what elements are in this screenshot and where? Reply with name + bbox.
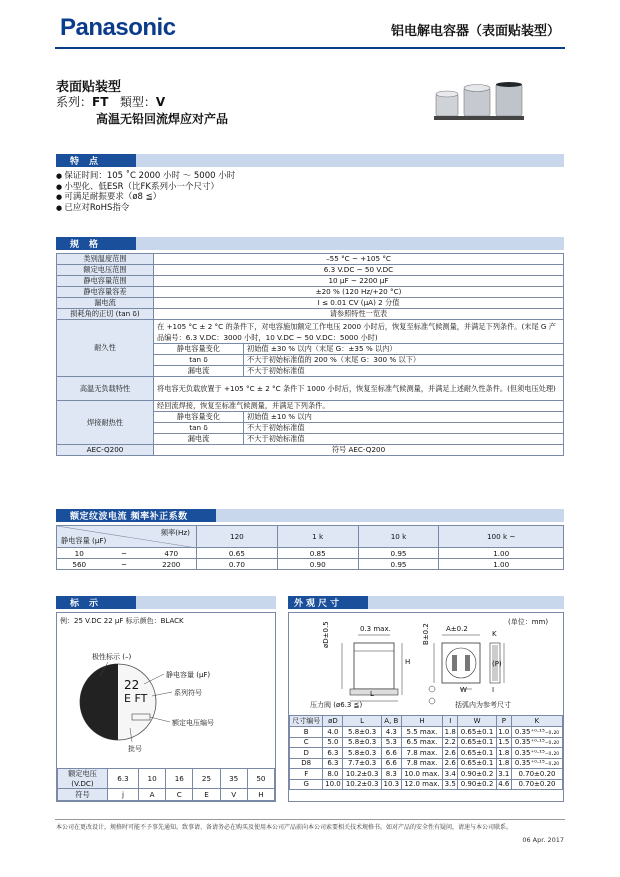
dim-label-k: K [492, 630, 497, 638]
product-photo [434, 82, 524, 124]
table-row: tan δ 不大于初始标准值 [57, 423, 564, 434]
table-row: 符号 j A C E V H [58, 789, 275, 801]
type-value: V [155, 95, 166, 109]
dim-cell: 0.65±0.1 [458, 737, 496, 748]
unit-label: (单位：mm) [508, 618, 549, 626]
dim-cell: 10.2±0.3 [343, 769, 381, 780]
dim-cell: 3.1 [496, 769, 511, 780]
dim-cell: C [290, 737, 323, 748]
dim-header-cell: A, B [381, 716, 401, 727]
list-item: ● 可满足耐振要求（ø8 ≦） [56, 192, 235, 203]
dim-cell: 0.65±0.1 [458, 727, 496, 738]
table-row: 静电容量范围 10 µF ~ 2200 µF [57, 276, 564, 287]
list-item: ● 小型化、低ESR（比FK系列小一个尺寸） [56, 182, 235, 193]
table-row: 560 ~ 2200 0.70 0.90 0.95 1.00 [57, 559, 564, 570]
dim-cell: 10.0 [323, 779, 343, 790]
document-title: 铝电解电容器（表面贴装型） [390, 24, 560, 39]
dim-cell: 6.3 [323, 758, 343, 769]
dim-cell: 0.65±0.1 [458, 748, 496, 759]
dim-cell: 5.0 [323, 737, 343, 748]
table-row: 耐久性 在 +105 °C ± 2 °C 的条件下，对电容施加额定工作电压 2000 小时后，恢复至标准气候测量，并满足下列条件。(末尾 G 产品编号：6.3 V.DC：3000 小时，10 V.DC ~ 50 V.DC：5000 小时) [57, 320, 564, 344]
dim-label-a: A±0.2 [446, 625, 468, 633]
table-row: 静电容量变化 初始值 ±10 % 以内 [57, 412, 564, 423]
dim-cell: D [290, 748, 323, 759]
dim-label-l: L [370, 690, 374, 698]
dim-cell: G [290, 779, 323, 790]
specs-heading: 规格 [56, 237, 564, 250]
dim-label-b: B±0.2 [422, 623, 430, 645]
dim-cell: 6.5 max. [401, 737, 442, 748]
voltage-code-table [57, 768, 275, 801]
dim-cell: 0.90±0.2 [458, 779, 496, 790]
table-row: 类别温度范围 –55 °C ~ +105 °C [57, 254, 564, 265]
dim-cell: B [290, 727, 323, 738]
ripple-heading: 额定纹波电流 频率补正系数 [56, 509, 564, 522]
features-list [56, 171, 235, 213]
dim-cell: 5.8±0.3 [343, 737, 381, 748]
brand-logo: Panasonic [60, 14, 176, 41]
freq-label: 频率(Hz) [160, 528, 190, 537]
dim-cell: 8.0 [323, 769, 343, 780]
table-row: tan δ 不大于初始标准值的 200 %（末尾 G：300 % 以下） [57, 355, 564, 366]
dim-cell: 3.4 [443, 769, 458, 780]
dim-cell: 6.3 [323, 748, 343, 759]
dim-cell: 10.3 [381, 779, 401, 790]
dim-cell: D8 [290, 758, 323, 769]
dim-cell: 0.35⁺⁰·¹⁵₋₀.₂₀ [511, 758, 562, 769]
dim-cell: 0.70±0.20 [511, 769, 562, 780]
dim-cell: 7.7±0.3 [343, 758, 381, 769]
dim-header-cell: øD [323, 716, 343, 727]
dim-cell: 4.3 [381, 727, 401, 738]
dim-cell: 0.65±0.1 [458, 758, 496, 769]
dim-header-cell: I [443, 716, 458, 727]
dim-header-cell: K [511, 716, 562, 727]
table-row: AEC-Q200 符号 AEC-Q200 [57, 445, 564, 456]
label-capacitance: 静电容量 (µF) [166, 671, 211, 679]
dim-cell: 8.3 [381, 769, 401, 780]
table-row: 静电容量变化 初始值 ±30 % 以内（末尾 G：±35 % 以内） [57, 344, 564, 355]
footer-notice: 本公司在更改设计，规格时可能不予事先通知。致事请、备请务必在购买及使用本公司产品前向本公司索要相关技术规格书。如对产品的安全性有疑问，请速与本公司联系。 [56, 824, 513, 831]
label-series-symbol: 系列符号 [174, 689, 202, 697]
table-row: 漏电流 不大于初始标准值 [57, 366, 564, 377]
footer-rule [55, 819, 565, 820]
table-row: 漏电流 I ≤ 0.01 CV (µA) 2 分值 [57, 298, 564, 309]
table-row: 静电容量容差 ±20 % (120 Hz/+20 °C) [57, 287, 564, 298]
table-row: 10 ~ 470 0.65 0.85 0.95 1.00 [57, 548, 564, 559]
dim-cell: 5.8±0.3 [343, 748, 381, 759]
table-row [290, 769, 563, 780]
dim-cell: 5.3 [381, 737, 401, 748]
dim-label-w: W [460, 686, 467, 694]
table-row [290, 716, 563, 727]
dim-cell: 7.8 max. [401, 748, 442, 759]
dim-cell: 2.2 [443, 737, 458, 748]
table-row [290, 727, 563, 738]
dim-header-cell: L [343, 716, 381, 727]
table-row: 损耗角的正切 (tan δ) 请参照特性一览表 [57, 309, 564, 320]
dim-label-p: (P) [492, 660, 502, 668]
dim-cell: 4.0 [323, 727, 343, 738]
dim-cell: 1.5 [496, 737, 511, 748]
dim-cell: 1.0 [496, 727, 511, 738]
dim-cell: 5.5 max. [401, 727, 442, 738]
table-row: 焊接耐热性 经回流焊接，恢复至标准气候测量，并满足下列条件。 [57, 401, 564, 412]
page-number: 06 Apr. 2017 [522, 836, 564, 844]
dim-label-i: I [492, 686, 495, 694]
dim-cell: 6.6 [381, 748, 401, 759]
dim-cell: 2.6 [443, 758, 458, 769]
table-row: 漏电流 不大于初始标准值 [57, 434, 564, 445]
dimension-table [289, 715, 563, 790]
ripple-table [56, 525, 564, 570]
list-item: ● 已应对RoHS指令 [56, 203, 235, 214]
dim-cell: 0.90±0.2 [458, 769, 496, 780]
list-item: ● 保证时间：105 ˚C 2000 小时 ～ 5000 小时 [56, 171, 235, 182]
series-value: FT [92, 95, 109, 109]
table-row: 频率(Hz) 静电容量 (µF) 120 1 k 10 k 100 k ~ [57, 526, 564, 548]
dim-label-ref: 括弧内为参考尺寸 [455, 701, 511, 709]
dim-cell: 1.8 [496, 748, 511, 759]
dim-cell: F [290, 769, 323, 780]
marking-capacitance-text: 22 [124, 678, 140, 692]
label-polarity: 极性标示 (–) [92, 653, 132, 661]
dim-cell: 7.8 max. [401, 758, 442, 769]
features-heading: 特点 [56, 154, 564, 167]
dim-cell: 0.35⁺⁰·¹⁵₋₀.₂₀ [511, 737, 562, 748]
dim-label-pressure: 压力阀 (ø6.3 ≦) [310, 701, 363, 709]
dim-cell: 10.2±0.3 [343, 779, 381, 790]
table-row [290, 758, 563, 769]
table-row [290, 779, 563, 790]
table-row [290, 748, 563, 759]
label-voltage-code: 额定电压编号 [172, 719, 214, 727]
dim-cell: 4.6 [496, 779, 511, 790]
table-row [290, 737, 563, 748]
dim-header-cell: H [401, 716, 442, 727]
dim-label-phid: øD±0.5 [322, 621, 330, 648]
dim-cell: 0.35⁺⁰·¹⁵₋₀.₂₀ [511, 748, 562, 759]
table-row: 额定电压 (V.DC) 6.3 10 16 25 35 50 [58, 769, 275, 789]
dimensions-heading: 外观尺寸 [288, 596, 564, 609]
cap-label: 静电容量 (µF) [61, 536, 107, 545]
marking-example: 例：25 V.DC 22 µF 标示颜色：BLACK [60, 617, 184, 625]
dim-cell: 1.8 [443, 727, 458, 738]
spec-table [56, 253, 564, 456]
dim-cell: 10.0 max. [401, 769, 442, 780]
tagline: 高温无铅回流焊应对产品 [96, 112, 229, 126]
dim-cell: 2.6 [443, 748, 458, 759]
header-rule [55, 47, 565, 49]
series-line: 系列：FT 類型：V [56, 95, 166, 109]
dim-cell: 12.0 max. [401, 779, 442, 790]
dim-header-cell: W [458, 716, 496, 727]
dim-cell: 3.5 [443, 779, 458, 790]
dim-label-h: H [405, 658, 411, 666]
dim-header-cell: 尺寸编号 [290, 716, 323, 727]
dim-cell: 0.35⁺⁰·¹⁵₋₀.₂₀ [511, 727, 562, 738]
dim-cell: 5.8±0.3 [343, 727, 381, 738]
dim-cell: 0.70±0.20 [511, 779, 562, 790]
dim-label-03max: 0.3 max. [360, 625, 391, 633]
marking-symbol-text: E FT [124, 692, 148, 705]
dim-header-cell: P [496, 716, 511, 727]
marking-heading: 标示 [56, 596, 276, 609]
label-lot: 批号 [128, 745, 142, 753]
table-row: 额定电压范围 6.3 V.DC ~ 50 V.DC [57, 265, 564, 276]
dim-cell: 1.8 [496, 758, 511, 769]
dim-cell: 6.6 [381, 758, 401, 769]
table-row: 高温无负载特性 将电容无负载放置于 +105 °C ± 2 °C 条件下 1000 小时后，恢复至标准气候测量，并满足上述耐久性条件。(但须电压处理) [57, 377, 564, 401]
mount-type: 表面贴装型 [56, 80, 122, 95]
